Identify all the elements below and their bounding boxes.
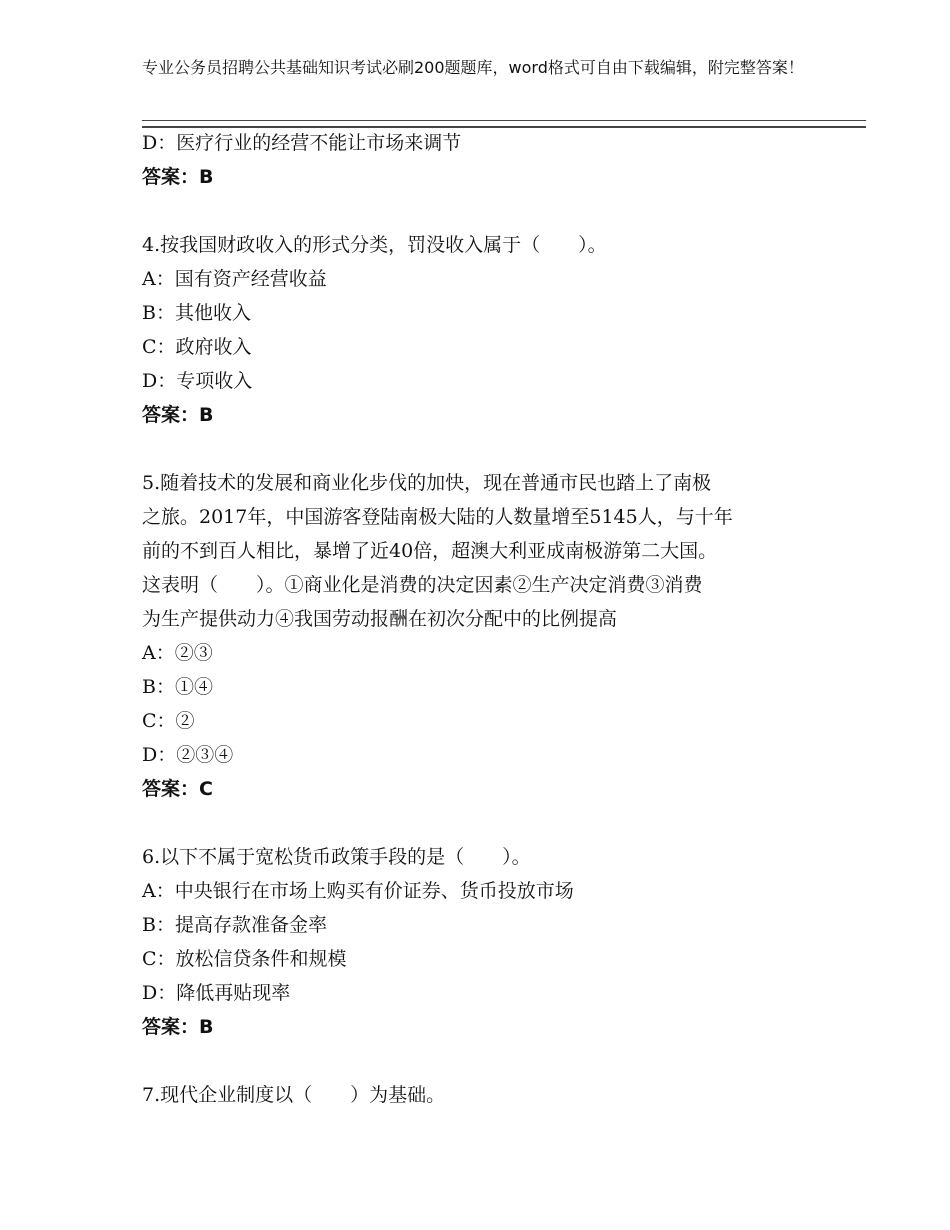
q4-stem: 4.按我国财政收入的形式分类，罚没收入属于（ ）。 [142, 234, 607, 256]
q5-stem-line: 为生产提供动力④我国劳动报酬在初次分配中的比例提高 [142, 608, 618, 630]
q3-option-d: D：医疗行业的经营不能让市场来调节 [142, 132, 462, 154]
q6-answer: 答案：B [142, 1016, 214, 1038]
q5-answer: 答案：C [142, 778, 213, 800]
q5-option-c: C：② [142, 710, 195, 732]
spacer [142, 1044, 822, 1078]
q5-option-a: A：②③ [142, 642, 213, 664]
q5-option-d: D：②③④ [142, 744, 234, 766]
q6-option-b: B：提高存款准备金率 [142, 914, 327, 936]
q5-stem-line: 之旅。2017年，中国游客登陆南极大陆的人数量增至5145人，与十年 [142, 506, 733, 528]
q5-stem-line: 5.随着技术的发展和商业化步伐的加快，现在普通市民也踏上了南极 [142, 472, 712, 494]
q4-option-d: D：专项收入 [142, 370, 253, 392]
document-body [142, 126, 822, 1112]
question-5 [142, 466, 822, 806]
q6-option-d: D：降低再贴现率 [142, 982, 291, 1004]
q6-option-a: A：中央银行在市场上购买有价证券、货币投放市场 [142, 880, 574, 902]
q4-answer: 答案：B [142, 404, 214, 426]
question-6 [142, 840, 822, 1044]
q4-option-a: A：国有资产经营收益 [142, 268, 327, 290]
q6-option-c: C：放松信贷条件和规模 [142, 948, 347, 970]
q5-stem-line: 这表明（ ）。①商业化是消费的决定因素②生产决定消费③消费 [142, 574, 703, 596]
page-header [142, 57, 822, 79]
spacer [142, 806, 822, 840]
q6-stem: 6.以下不属于宽松货币政策手段的是（ ）。 [142, 846, 531, 868]
q4-option-c: C：政府收入 [142, 336, 252, 358]
header-text: 专业公务员招聘公共基础知识考试必刷200题题库，word格式可自由下载编辑，附完整答案！ [142, 58, 804, 77]
q3-answer: 答案：B [142, 166, 214, 188]
question-3-tail [142, 126, 822, 194]
q5-stem-line: 前的不到百人相比，暴增了近40倍，超澳大利亚成南极游第二大国。 [142, 540, 718, 562]
spacer [142, 432, 822, 466]
question-4 [142, 228, 822, 432]
q5-option-b: B：①④ [142, 676, 213, 698]
question-7 [142, 1078, 822, 1112]
spacer [142, 194, 822, 228]
q7-stem: 7.现代企业制度以（ ）为基础。 [142, 1084, 446, 1106]
q4-option-b: B：其他收入 [142, 302, 251, 324]
